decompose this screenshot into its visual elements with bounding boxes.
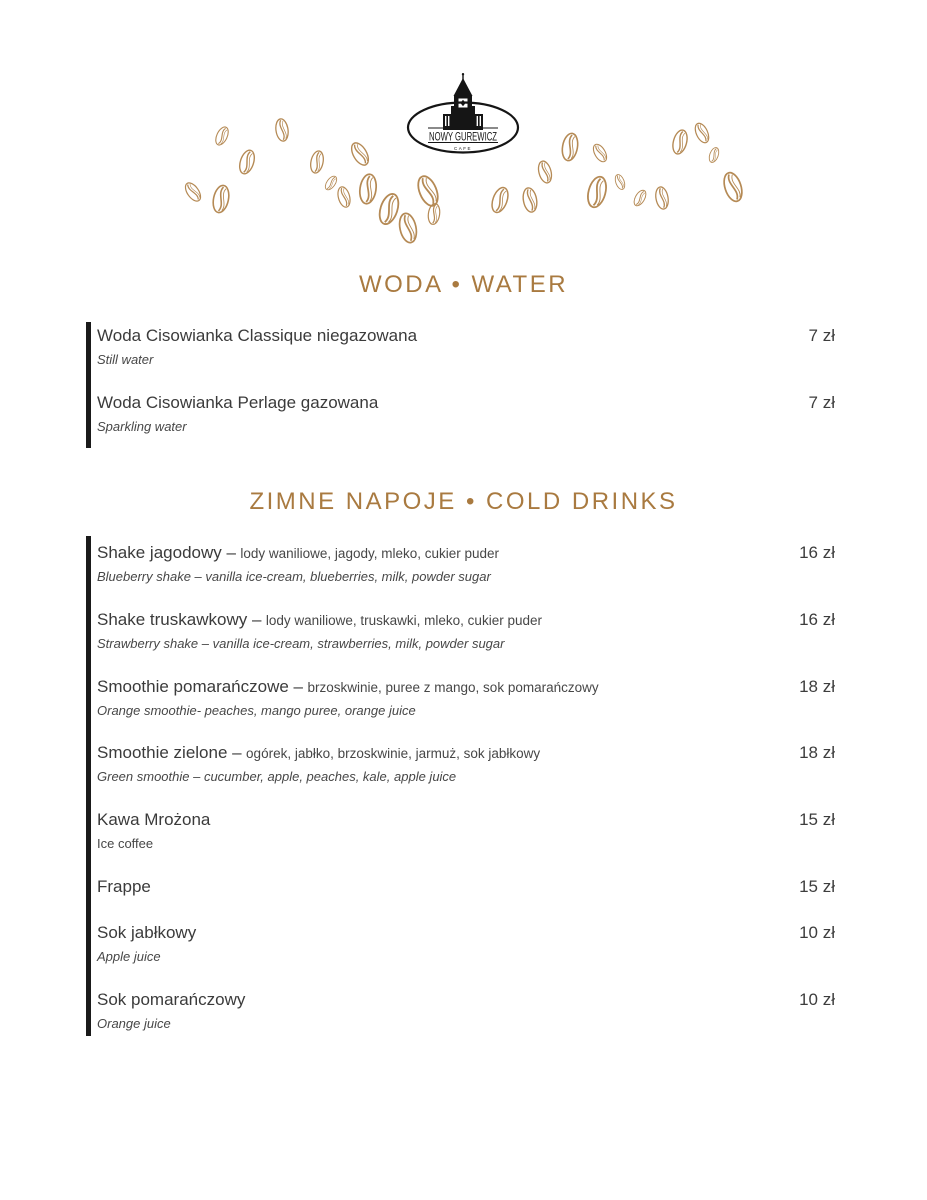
item-name: Smoothie zielone – (97, 743, 242, 762)
item-name: Kawa Mrożona (97, 810, 211, 829)
item-name: Smoothie pomarańczowe – (97, 677, 304, 696)
item-price: 10 zł (799, 923, 835, 942)
item-price: 7 zł (808, 393, 835, 412)
item-name: Woda Cisowianka Perlage gazowana (97, 393, 379, 412)
item-name: Shake truskawkowy – (97, 610, 262, 629)
item-text (97, 608, 799, 654)
item-price: 16 zł (799, 543, 835, 562)
item-description: brzoskwinie, puree z mango, sok pomarańczowy (307, 680, 599, 695)
menu-item (97, 541, 835, 587)
item-name: Frappe (97, 877, 151, 896)
item-text (97, 808, 799, 854)
item-text (97, 675, 799, 721)
menu-item (97, 675, 835, 721)
coffee-beans-decoration (172, 106, 772, 256)
item-text (97, 741, 799, 787)
item-text (97, 541, 799, 587)
section-title-water: WODA • WATER (358, 271, 569, 298)
menu-item (97, 608, 835, 654)
menu-item (97, 921, 835, 967)
item-translation: Apple juice (97, 949, 161, 964)
menu-item (97, 391, 835, 437)
item-translation: Still water (97, 352, 154, 367)
menu-item (97, 741, 835, 787)
logo-subtext: CAFE (453, 146, 473, 151)
item-price: 7 zł (808, 326, 835, 345)
item-name: Woda Cisowianka Classique niegazowana (97, 326, 418, 345)
item-text (97, 875, 799, 900)
item-text (97, 391, 809, 437)
item-price: 15 zł (799, 877, 835, 896)
menu-item (97, 875, 835, 900)
logo-text: NOWY GUREWICZ (429, 131, 497, 144)
item-price: 16 zł (799, 610, 835, 629)
section-accent-bar-water (86, 322, 91, 448)
item-price: 10 zł (799, 990, 835, 1009)
item-price: 18 zł (799, 743, 835, 762)
item-description: ogórek, jabłko, brzoskwinie, jarmuż, sok jabłkowy (246, 746, 541, 761)
item-description: lody waniliowe, truskawki, mleko, cukier puder (265, 613, 542, 628)
menu-item (97, 324, 835, 370)
item-translation: Strawberry shake – vanilla ice-cream, strawberries, milk, powder sugar (97, 636, 505, 651)
item-name: Sok pomarańczowy (97, 990, 246, 1009)
item-price: 15 zł (799, 810, 835, 829)
item-translation: Ice coffee (97, 836, 154, 851)
item-name: Shake jagodowy – (97, 543, 236, 562)
item-translation: Blueberry shake – vanilla ice-cream, blueberries, milk, powder sugar (97, 569, 491, 584)
item-text (97, 324, 809, 370)
item-text (97, 921, 799, 967)
item-price: 18 zł (799, 677, 835, 696)
item-translation: Orange juice (97, 1016, 171, 1031)
section-accent-bar-cold-drinks (86, 536, 91, 1036)
menu-item (97, 988, 835, 1034)
section-title-cold-drinks: ZIMNE NAPOJE • COLD DRINKS (249, 488, 678, 515)
item-translation: Orange smoothie- peaches, mango puree, orange juice (97, 703, 416, 718)
item-name: Sok jabłkowy (97, 923, 197, 942)
item-text (97, 988, 799, 1034)
item-translation: Sparkling water (97, 419, 187, 434)
menu-item (97, 808, 835, 854)
item-description: lody waniliowe, jagody, mleko, cukier puder (240, 546, 500, 561)
item-translation: Green smoothie – cucumber, apple, peaches, kale, apple juice (97, 769, 457, 784)
